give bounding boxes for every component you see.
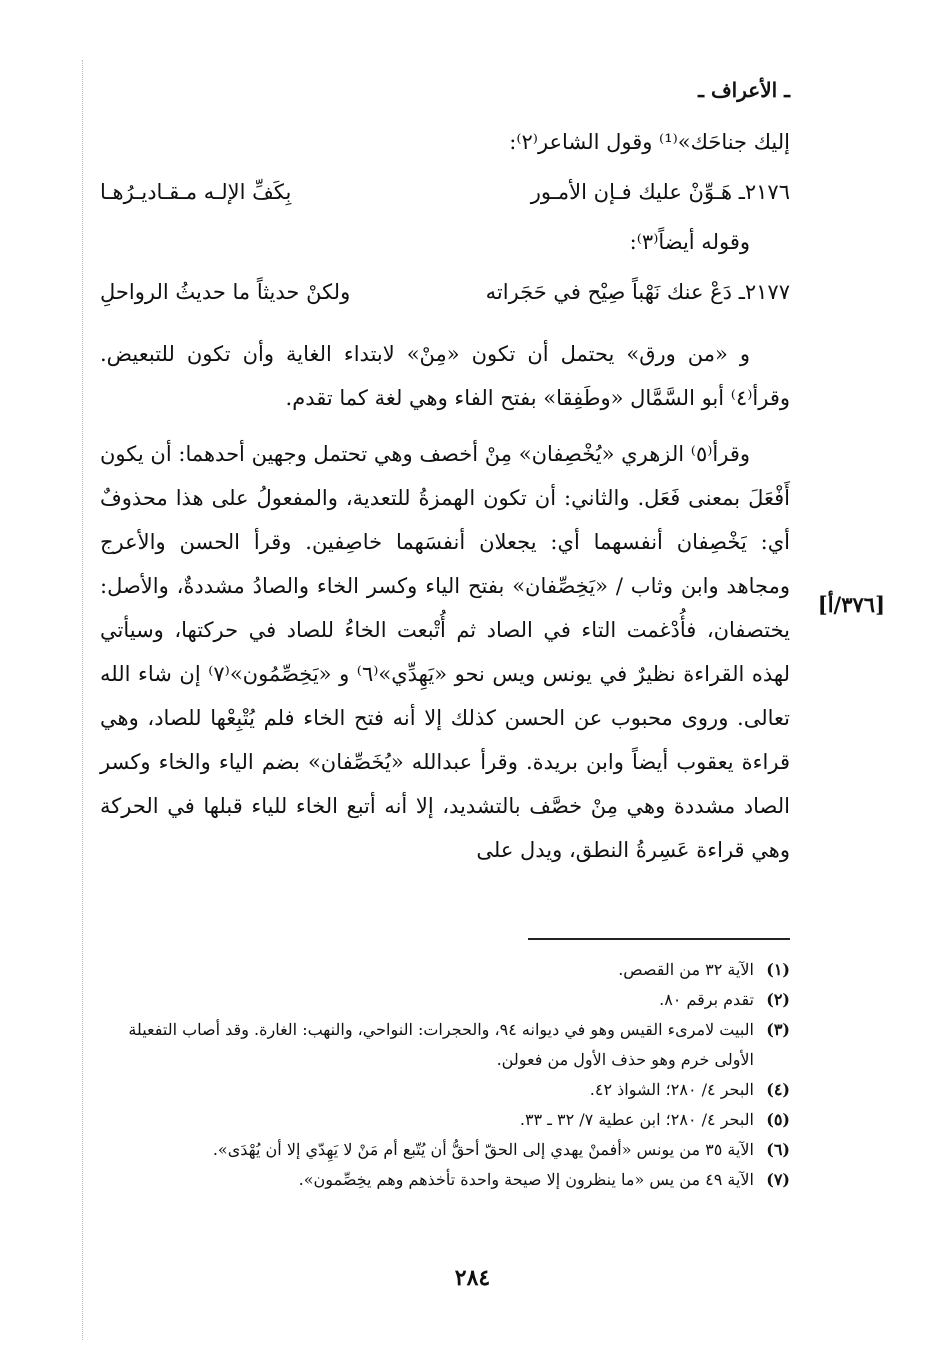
footnote-number: (٣) [766, 1020, 790, 1039]
footnote-number: (١) [766, 960, 790, 979]
footnote-number: (٤) [766, 1080, 790, 1099]
text-line-1: إليك جناحَك»⁽¹⁾ وقول الشاعر⁽٢⁾: [509, 130, 790, 154]
footnote [100, 1105, 790, 1135]
spacer [100, 420, 790, 432]
footnote-separator [528, 938, 790, 940]
footnote-text: البحر ٤/ ٢٨٠؛ ابن عطية ٧/ ٣٢ ـ ٣٣. [519, 1110, 754, 1129]
footnote [100, 1165, 790, 1195]
footnote [100, 1075, 790, 1105]
page-number: ٢٨٤ [454, 1265, 491, 1291]
manuscript-folio-marker: [٣٧٦/أ] [817, 592, 885, 617]
spacer [100, 320, 790, 332]
verse-2176 [100, 170, 790, 214]
running-head: ـ الأعراف ـ [698, 78, 790, 102]
verse-2177 [100, 270, 790, 314]
footnote-number: (٦) [766, 1140, 790, 1159]
footnote-number: (٢) [766, 990, 790, 1009]
footnotes [100, 955, 790, 1195]
footnote [100, 1015, 790, 1075]
footnote-text: البحر ٤/ ٢٨٠؛ الشواذ ٤٢. [589, 1080, 754, 1099]
verse-2176-first-hemistich: ٢١٧٦ـ هَـوِّنْ عليك فـإن الأمـور [530, 180, 790, 204]
footnote-number: (٥) [766, 1110, 790, 1129]
paragraph-2: وقرأ⁽٥⁾ الزهري «يُخْصِفان» مِنْ أخصف وهي تحتمل وجهين أحدهما: أن يكون أَفْعَلَ بمعنى فَعَل. والثاني: أن تكون الهمزةُ للتعدية، والمفعولُ على هذا محذوفٌ أي: يَخْصِفان أنفسهما أي: يجعلان أنفسَهما خاصِفين. وقرأ الحسن والأعرج ومجاهد وابن وثاب / «يَخِصِّفان» بفتح الياء وكسر الخاء والصادُ مشددةٌ، والأصل: يختصفان، فأُدْغمت التاء في الصاد ثم أُتْبعت الخاءُ للصاد في حركتها، وسيأتي لهذه القراءة نظيرٌ في يونس ويس نحو «يَهِدِّي»⁽٦⁾ و «يَخِصِّمُون»⁽٧⁾ إن شاء الله تعالى. وروى محبوب عن الحسن كذلك إلا أنه فتح الخاء فلم يُتْبِعْها للصاد، وهي قراءة يعقوب أيضاً وابن بريدة. وقرأ عبدالله «يُخَصِّفان» بضم الياء والخاء وكسر الصاد مشددة وهي مِنْ خصَّف بالتشديد، إلا أنه أتبع الخاء للياء قبلها في الحركة وهي قراءة عَسِرةُ النطق، ويدل على [100, 442, 790, 862]
footnote [100, 955, 790, 985]
main-text [100, 120, 790, 872]
footnote-text: الآية ٤٩ من يس «ما ينظرون إلا صيحة واحدة تأخذهم وهم يخِصِّمون». [298, 1170, 754, 1189]
footnote [100, 985, 790, 1015]
footnote-number: (٧) [766, 1170, 790, 1189]
text-line-3: وقوله أيضاً⁽٣⁾: [629, 230, 750, 254]
footnote [100, 1135, 790, 1165]
verse-2177-first-hemistich: ٢١٧٧ـ دَعْ عنك نَهْباً صِيْح في حَجَراته [485, 280, 790, 304]
paragraph-1: و «من ورق» يحتمل أن تكون «مِنْ» لابتداء الغاية وأن تكون للتبعيض. وقرأ⁽٤⁾ أبو السَّمَّال «وطَفِقا» بفتح الفاء وهي لغة كما تقدم. [100, 342, 790, 410]
footnote-text: الآية ٣٢ من القصص. [618, 960, 754, 979]
footnote-text: الآية ٣٥ من يونس «أفمنْ يهدي إلى الحقّ أحقُّ أن يُتّبع أم مَنْ لا يَهِدّي إلا أن يُهْدَى». [212, 1140, 754, 1159]
footnote-text: البيت لامرىء القيس وهو في ديوانه ٩٤، والحجرات: النواحي، والنهب: الغارة. وقد أصاب التفعيلة الأولى خرم وهو حذف الأول من فعولن. [128, 1020, 754, 1069]
verse-2176-second-hemistich: بِكَفِّ الإلـه مـقـاديـرُهـا [100, 180, 292, 204]
footnote-text: تقدم برقم ٨٠. [659, 990, 754, 1009]
page-edge-line [82, 60, 83, 1340]
verse-2177-second-hemistich: ولكنْ حديثاً ما حديثُ الرواحلِ [100, 280, 351, 304]
